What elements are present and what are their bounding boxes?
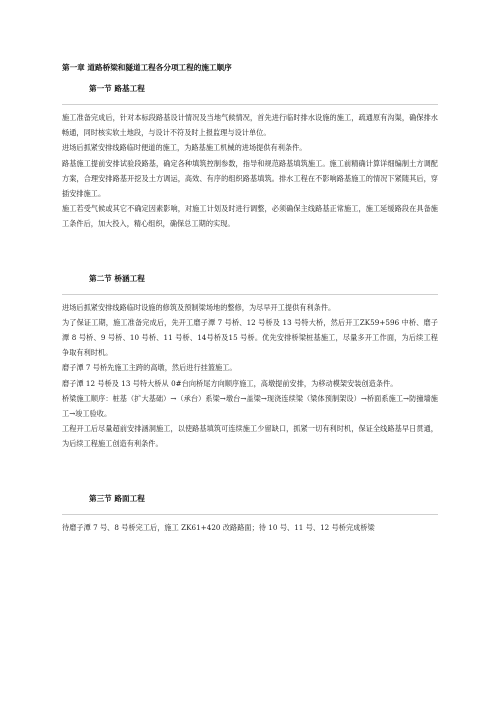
section-title: 第三节 路面工程	[89, 493, 145, 503]
paragraph: 施工准备完成后，针对本标段路基设计情况及当地气候情况，首先进行临时排水设施的施工，疏通原有沟渠，确保排水畅通，同时核实软土地段，与设计不符及时上报监理与设计单位。	[62, 113, 438, 138]
paragraph: 进场后抓紧安排线路临时设施的修筑及预制梁场地的整修，为尽早开工提供有利条件。	[62, 302, 336, 312]
paragraph: 进场后抓紧安排线路临时便道的施工，为路基施工机械的进场提供有利条件。	[62, 143, 307, 153]
section-divider	[62, 104, 438, 105]
paragraph: 桥梁施工顺序：桩基（扩大基础）→（承台）系梁→墩台→盖梁→现浇连续梁（梁体预制架设）→桥面系施工→防撞墙施工→竣工验收。	[62, 393, 438, 419]
document-page	[62, 62, 438, 535]
section-divider	[62, 294, 438, 295]
paragraph: 磨子潭 12 号桥及 13 号特大桥从 0#台向桥尾方向顺序施工，高墩提前安排，为移动模架安装创造条件。	[62, 378, 398, 388]
section-title: 第一节 路基工程	[89, 84, 145, 93]
paragraph: 工程开工后尽量超前安排涵洞施工，以使路基填筑可连续施工少留缺口，抓紧一切有利时机，保证全线路基早日贯通，为后续工程施工创造有利条件。	[62, 424, 438, 449]
section-divider	[62, 514, 438, 515]
paragraph: 为了保证工期，施工准备完成后，先开工磨子潭 7 号桥、12 号桥及 13 号特大桥，然后开工ZK59+596 中桥、磨子潭 8 号桥、9 号桥、10 号桥、11 号桥、14号桥及15 号桥。优先安排桥梁桩基施工，尽量多开工作面，为后续工程争取有利时机。	[62, 317, 438, 358]
paragraph: 路基施工提前安排试验段路基，确定各种填筑控制参数，指导和规范路基填筑施工。施工前精确计算详细编制土方调配方案，合理安排路基开挖及土方调运，高效、有序的组织路基填筑。排水工程在不影响路基施工的情况下紧随其后，穿插安排施工。	[62, 158, 438, 199]
paragraph: 磨子潭 7 号桥先施工主跨的高墩，然后进行挂篮施工。	[62, 363, 237, 373]
paragraph: 施工若受气候或其它不确定因素影响，对施工计划及时进行调整，必须确保主线路基正常施工，施工延缓路段在具备施工条件后，加大投入，精心组织，确保总工期的实现。	[62, 204, 438, 229]
paragraph: 待磨子潭 7 号、8 号桥完工后，施工 ZK61+420 改路路面；待 10 号、11 号、12 号桥完成桥梁	[62, 522, 375, 532]
chapter-title: 第一章 道路桥梁和隧道工程各分项工程的施工顺序	[62, 63, 232, 72]
section-title: 第二节 桥涵工程	[89, 273, 145, 283]
